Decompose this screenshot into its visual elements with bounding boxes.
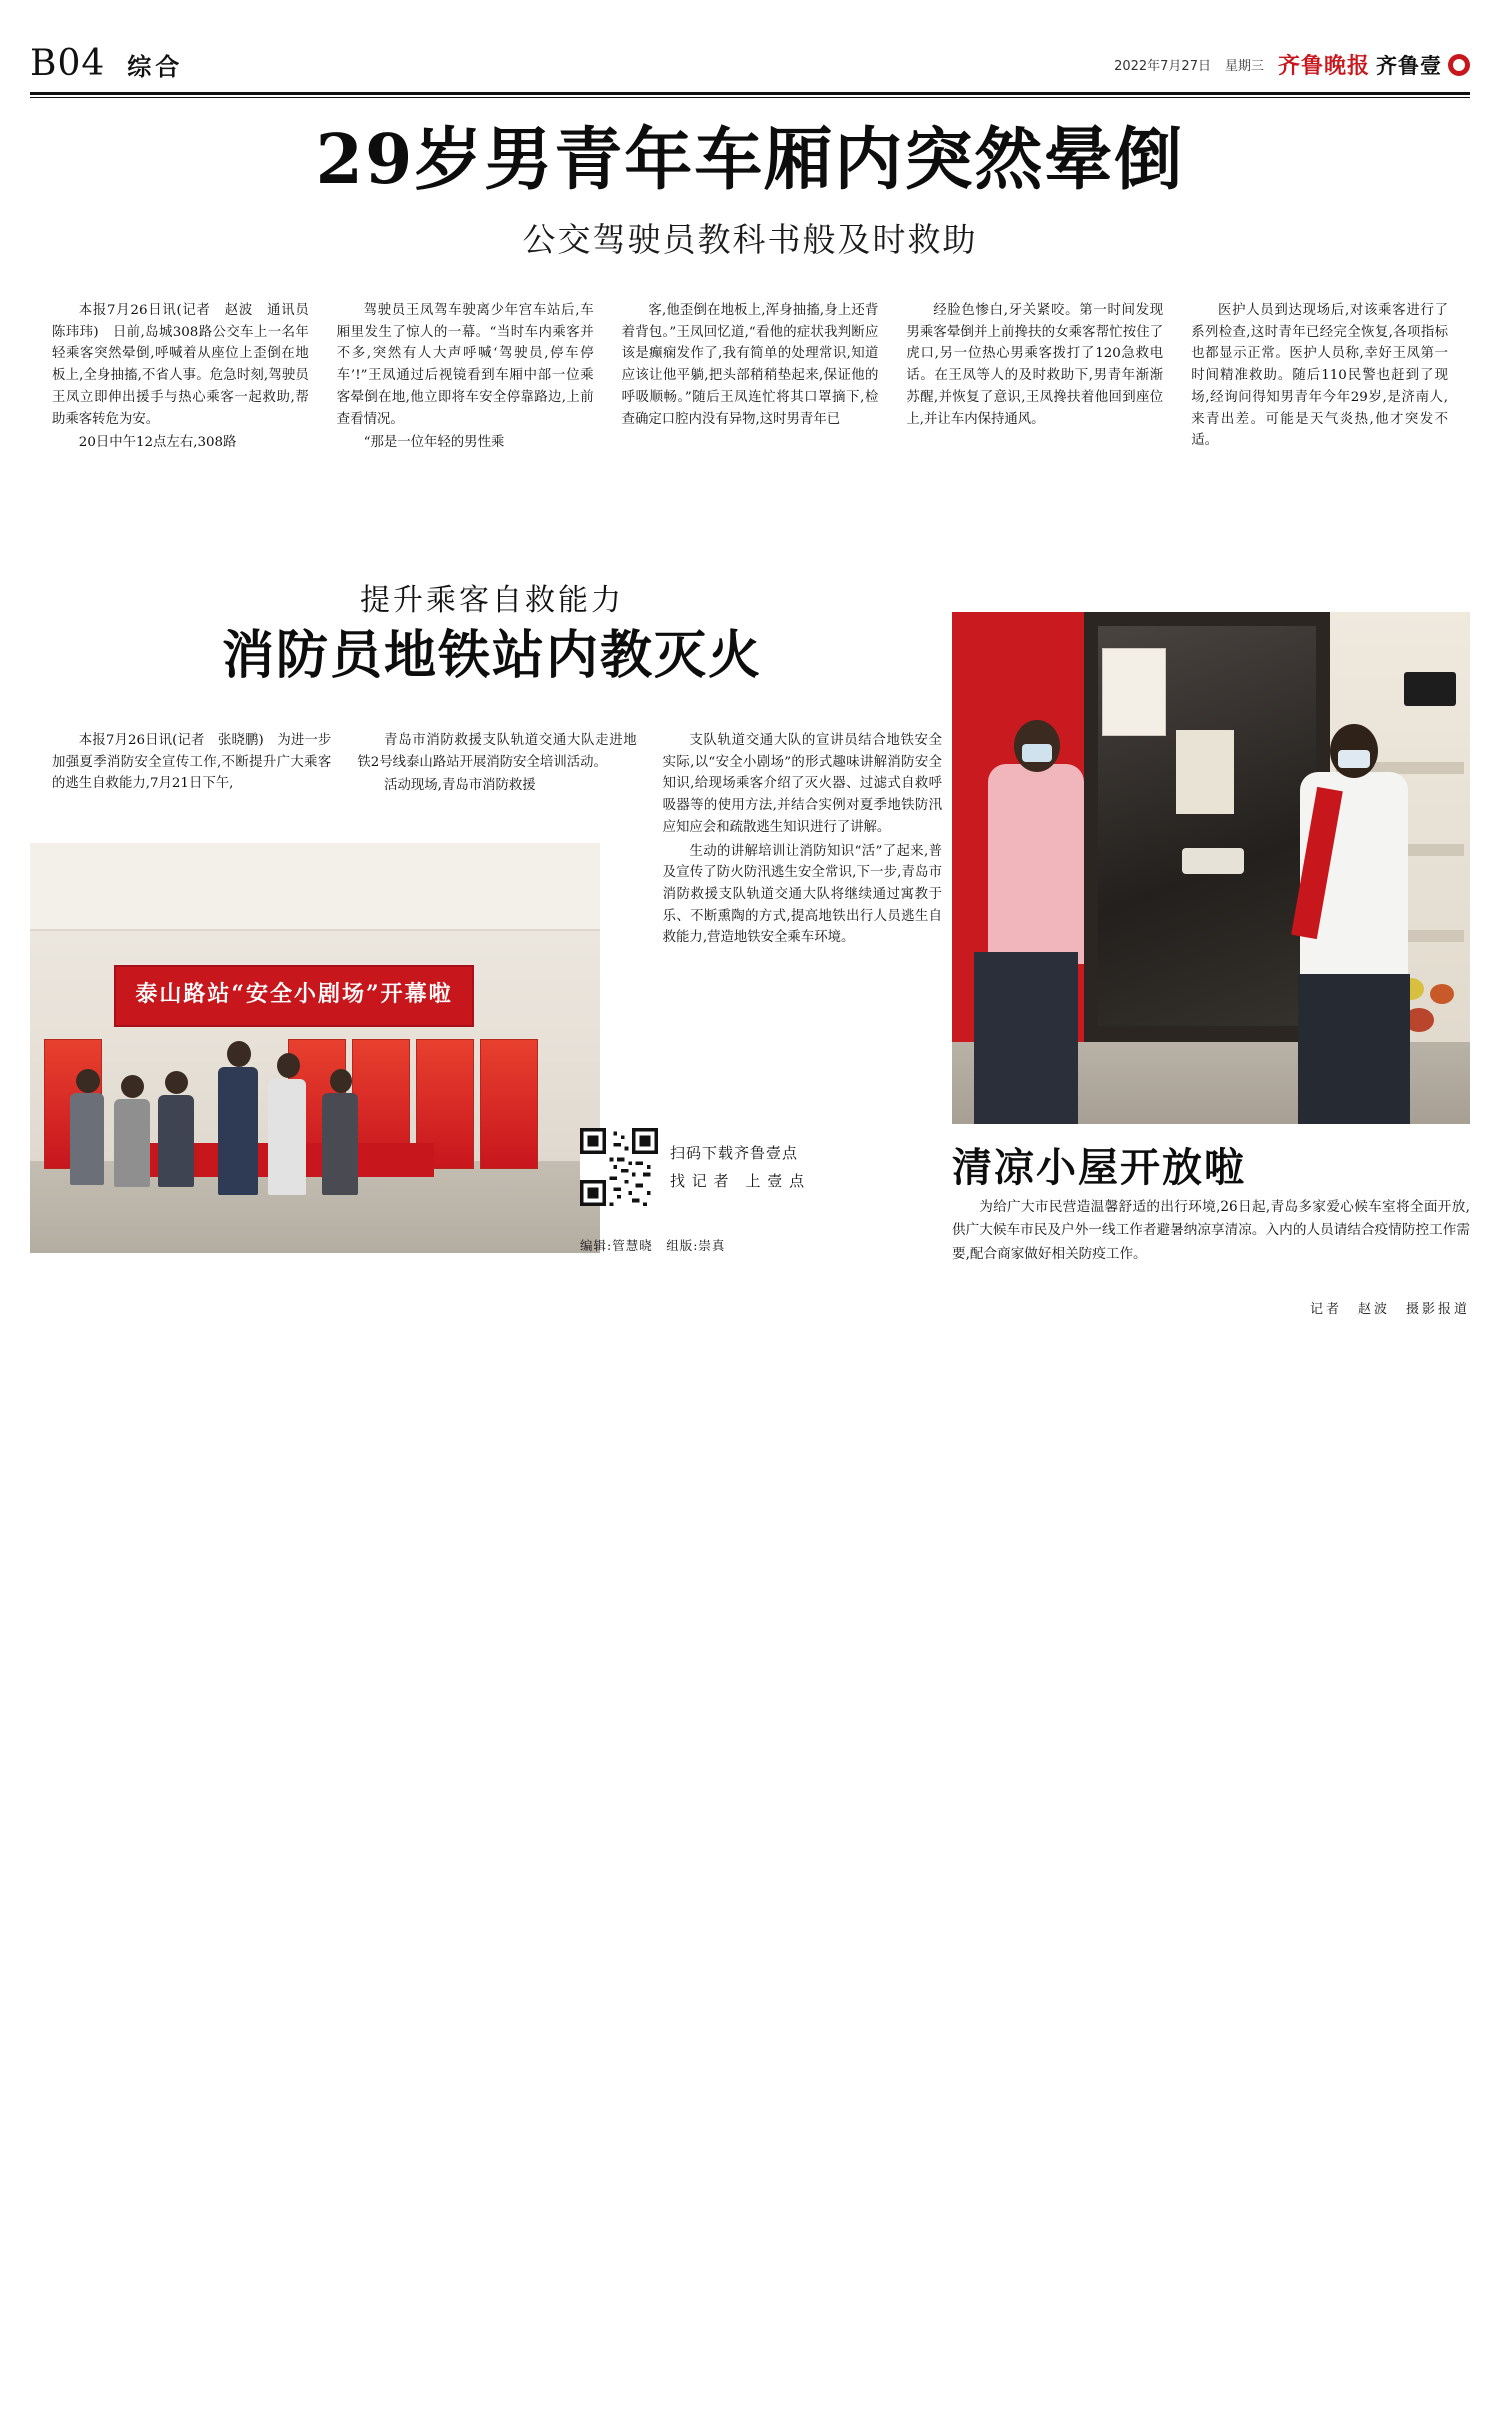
photo-person: [268, 1079, 306, 1195]
cooling-shelter-photo: [952, 612, 1470, 1124]
brand-title: 齐鲁晚报: [1277, 53, 1370, 79]
third-article-credit: 记者 赵波 摄影报道: [1309, 1302, 1470, 1317]
qr-promo-text: [670, 1139, 805, 1196]
page-title: 29岁男青年车厢内突然晕倒: [315, 120, 1185, 200]
masthead-right: [1114, 49, 1470, 84]
qr-code-icon[interactable]: [580, 1128, 658, 1206]
photo-person-left-mask: [1022, 744, 1052, 762]
photo-person-left-legs: [974, 952, 1078, 1124]
photo-person: [218, 1067, 258, 1195]
masthead: [30, 34, 1470, 84]
third-article-body: [952, 1196, 1470, 1266]
second-article-title: 消防员地铁站内教灭火: [221, 625, 762, 686]
photo-display-screen: [1404, 672, 1456, 706]
subway-fire-safety-photo: [30, 843, 600, 1253]
second-article-kicker: 提升乘客自救能力: [360, 583, 624, 618]
photo-ceiling: [30, 843, 600, 929]
photo-wall-line: [30, 929, 600, 931]
paragraph: 支队轨道交通大队的宣讲员结合地铁安全实际,以“安全小剧场”的形式趣味讲解消防安全知识,给现场乘客介绍了灭火器、过滤式自救呼吸器等的使用方法,并结合实例对夏季地铁防汛应知应会和疏散逃生知识进行了讲解。: [662, 733, 942, 835]
article-column: [622, 300, 879, 456]
article-column: [52, 300, 323, 456]
paragraph: 本报7月26日讯(记者 赵波 通讯员 陈玮玮) 日前,岛城308路公交车上一名年轻乘客突然晕倒,呼喊着从座位上歪倒在地板上,全身抽搐,不省人事。危急时刻,驾驶员王凤立即伸出援手与热心乘客一起救助,帮助乘客转危为安。: [52, 303, 323, 427]
article-column: [337, 300, 594, 456]
photo-person-head: [121, 1075, 144, 1098]
qr-promo-line2: 找 记 者 上 壹 点: [670, 1172, 806, 1190]
third-article-title: 清凉小屋开放啦: [952, 1144, 1246, 1191]
paragraph: 本报7月26日讯(记者 张晓鹏) 为进一步加强夏季消防安全宣传工作,不断提升广大乘客的逃生自救能力,7月21日下午,: [52, 733, 332, 792]
photo-person-right-mask: [1338, 750, 1370, 768]
editor-credit: 编辑:管慧晓 组版:崇真: [580, 1238, 726, 1253]
publish-weekday: 星期三: [1224, 59, 1264, 74]
photo-person-head: [227, 1041, 251, 1067]
photo-poster: [1176, 730, 1234, 814]
article-column: [906, 300, 1163, 456]
photo-person-left-body: [988, 764, 1084, 964]
paragraph: 医护人员到达现场后,对该乘客进行了系列检查,这时青年已经完全恢复,各项指标也都显示正常。医护人员称,幸好王凤第一时间精准救助。随后110民警也赶到了现场,经询问得知男青年今年29岁,是济南人,来青出差。可能是天气炎热,他才突发不适。: [1191, 303, 1448, 449]
photo-produce: [1430, 984, 1454, 1004]
article-column: [663, 730, 942, 951]
photo-person-head: [165, 1071, 188, 1094]
photo-person-head: [277, 1053, 300, 1078]
paragraph: 为给广大市民营造温馨舒适的出行环境,26日起,青岛多家爱心候车室将全面开放,供广大候车市民及户外一线工作者避暑纳凉享清凉。入内的人员请结合疫情防控工作需要,配合商家做好相关防疫工作。: [952, 1199, 1470, 1262]
photo-banner-text: 泰山路站“安全小剧场”开幕啦: [135, 981, 453, 1007]
masthead-rule-thin: [30, 97, 1470, 98]
photo-poster: [480, 1039, 538, 1169]
photo-banner: [114, 965, 474, 1027]
paragraph: 活动现场,青岛市消防救援: [384, 778, 536, 794]
photo-person: [70, 1093, 104, 1185]
brand-subtitle: 齐鲁壹: [1376, 52, 1442, 78]
photo-person: [114, 1099, 150, 1187]
lead-article-body: [52, 300, 1448, 456]
qr-promo[interactable]: [580, 1122, 830, 1212]
photo-person-right-legs: [1298, 974, 1410, 1124]
masthead-left: [30, 43, 183, 84]
paragraph: 20日中午12点左右,308路: [78, 435, 237, 451]
photo-person: [158, 1095, 194, 1187]
photo-person: [322, 1093, 358, 1195]
circle-dot-icon: [1448, 54, 1470, 76]
photo-handover-item: [1182, 848, 1244, 874]
section-name: 综合: [127, 53, 184, 81]
photo-sign: [1102, 648, 1166, 736]
brand-logo: [1278, 49, 1470, 80]
paragraph: 生动的讲解培训让消防知识“活”了起来,普及宣传了防火防汛逃生安全常识,下一步,青岛市消防救援支队轨道交通大队将继续通过寓教于乐、不断熏陶的方式,提高地铁出行人员逃生自救能力,营造地铁安全乘车环境。: [662, 843, 942, 946]
paragraph: 客,他歪倒在地板上,浑身抽搐,身上还背着背包。”王凤回忆道,“看他的症状我判断应该是癫痫发作了,我有简单的处理常识,知道应该让他平躺,把头部稍稍垫起来,保证他的呼吸顺畅。”随后王凤连忙将其口罩摘下,检查确定口腔内没有异物,这时男青年已: [621, 303, 879, 427]
publish-date: 2022年7月27日: [1114, 59, 1211, 74]
photo-person-head: [330, 1069, 352, 1093]
article-column: [1191, 300, 1448, 456]
paragraph: 青岛市消防救援支队轨道交通大队走进地铁2号线泰山路站开展消防安全培训活动。: [357, 733, 637, 770]
page-number: B04: [30, 43, 106, 84]
paragraph: 驾驶员王凤驾车驶离少年宫车站后,车厢里发生了惊人的一幕。“当时车内乘客并不多,突然有人大声呼喊‘驾驶员,停车停车’!”王凤通过后视镜看到车厢中部一位乘客晕倒在地,他立即将车安全停靠路边,上前查看情况。: [336, 303, 594, 427]
masthead-rule: [30, 92, 1470, 95]
lead-subheadline: 公交驾驶员教科书般及时救助: [522, 220, 978, 260]
lead-headline-block: [30, 120, 1470, 261]
second-article-head: [52, 575, 932, 684]
paragraph: 经脸色惨白,牙关紧咬。第一时间发现男乘客晕倒并上前搀扶的女乘客帮忙按住了虎口,另一位热心男乘客拨打了120急救电话。在王凤等人的及时救助下,男青年渐渐苏醒,并恢复了意识,王凤搀扶着他回到座位上,并让车内保持通风。: [906, 303, 1164, 427]
qr-promo-line1: 扫码下载齐鲁壹点: [670, 1143, 799, 1162]
paragraph: “那是一位年轻的男性乘: [363, 435, 505, 451]
photo-person-head: [76, 1069, 100, 1093]
